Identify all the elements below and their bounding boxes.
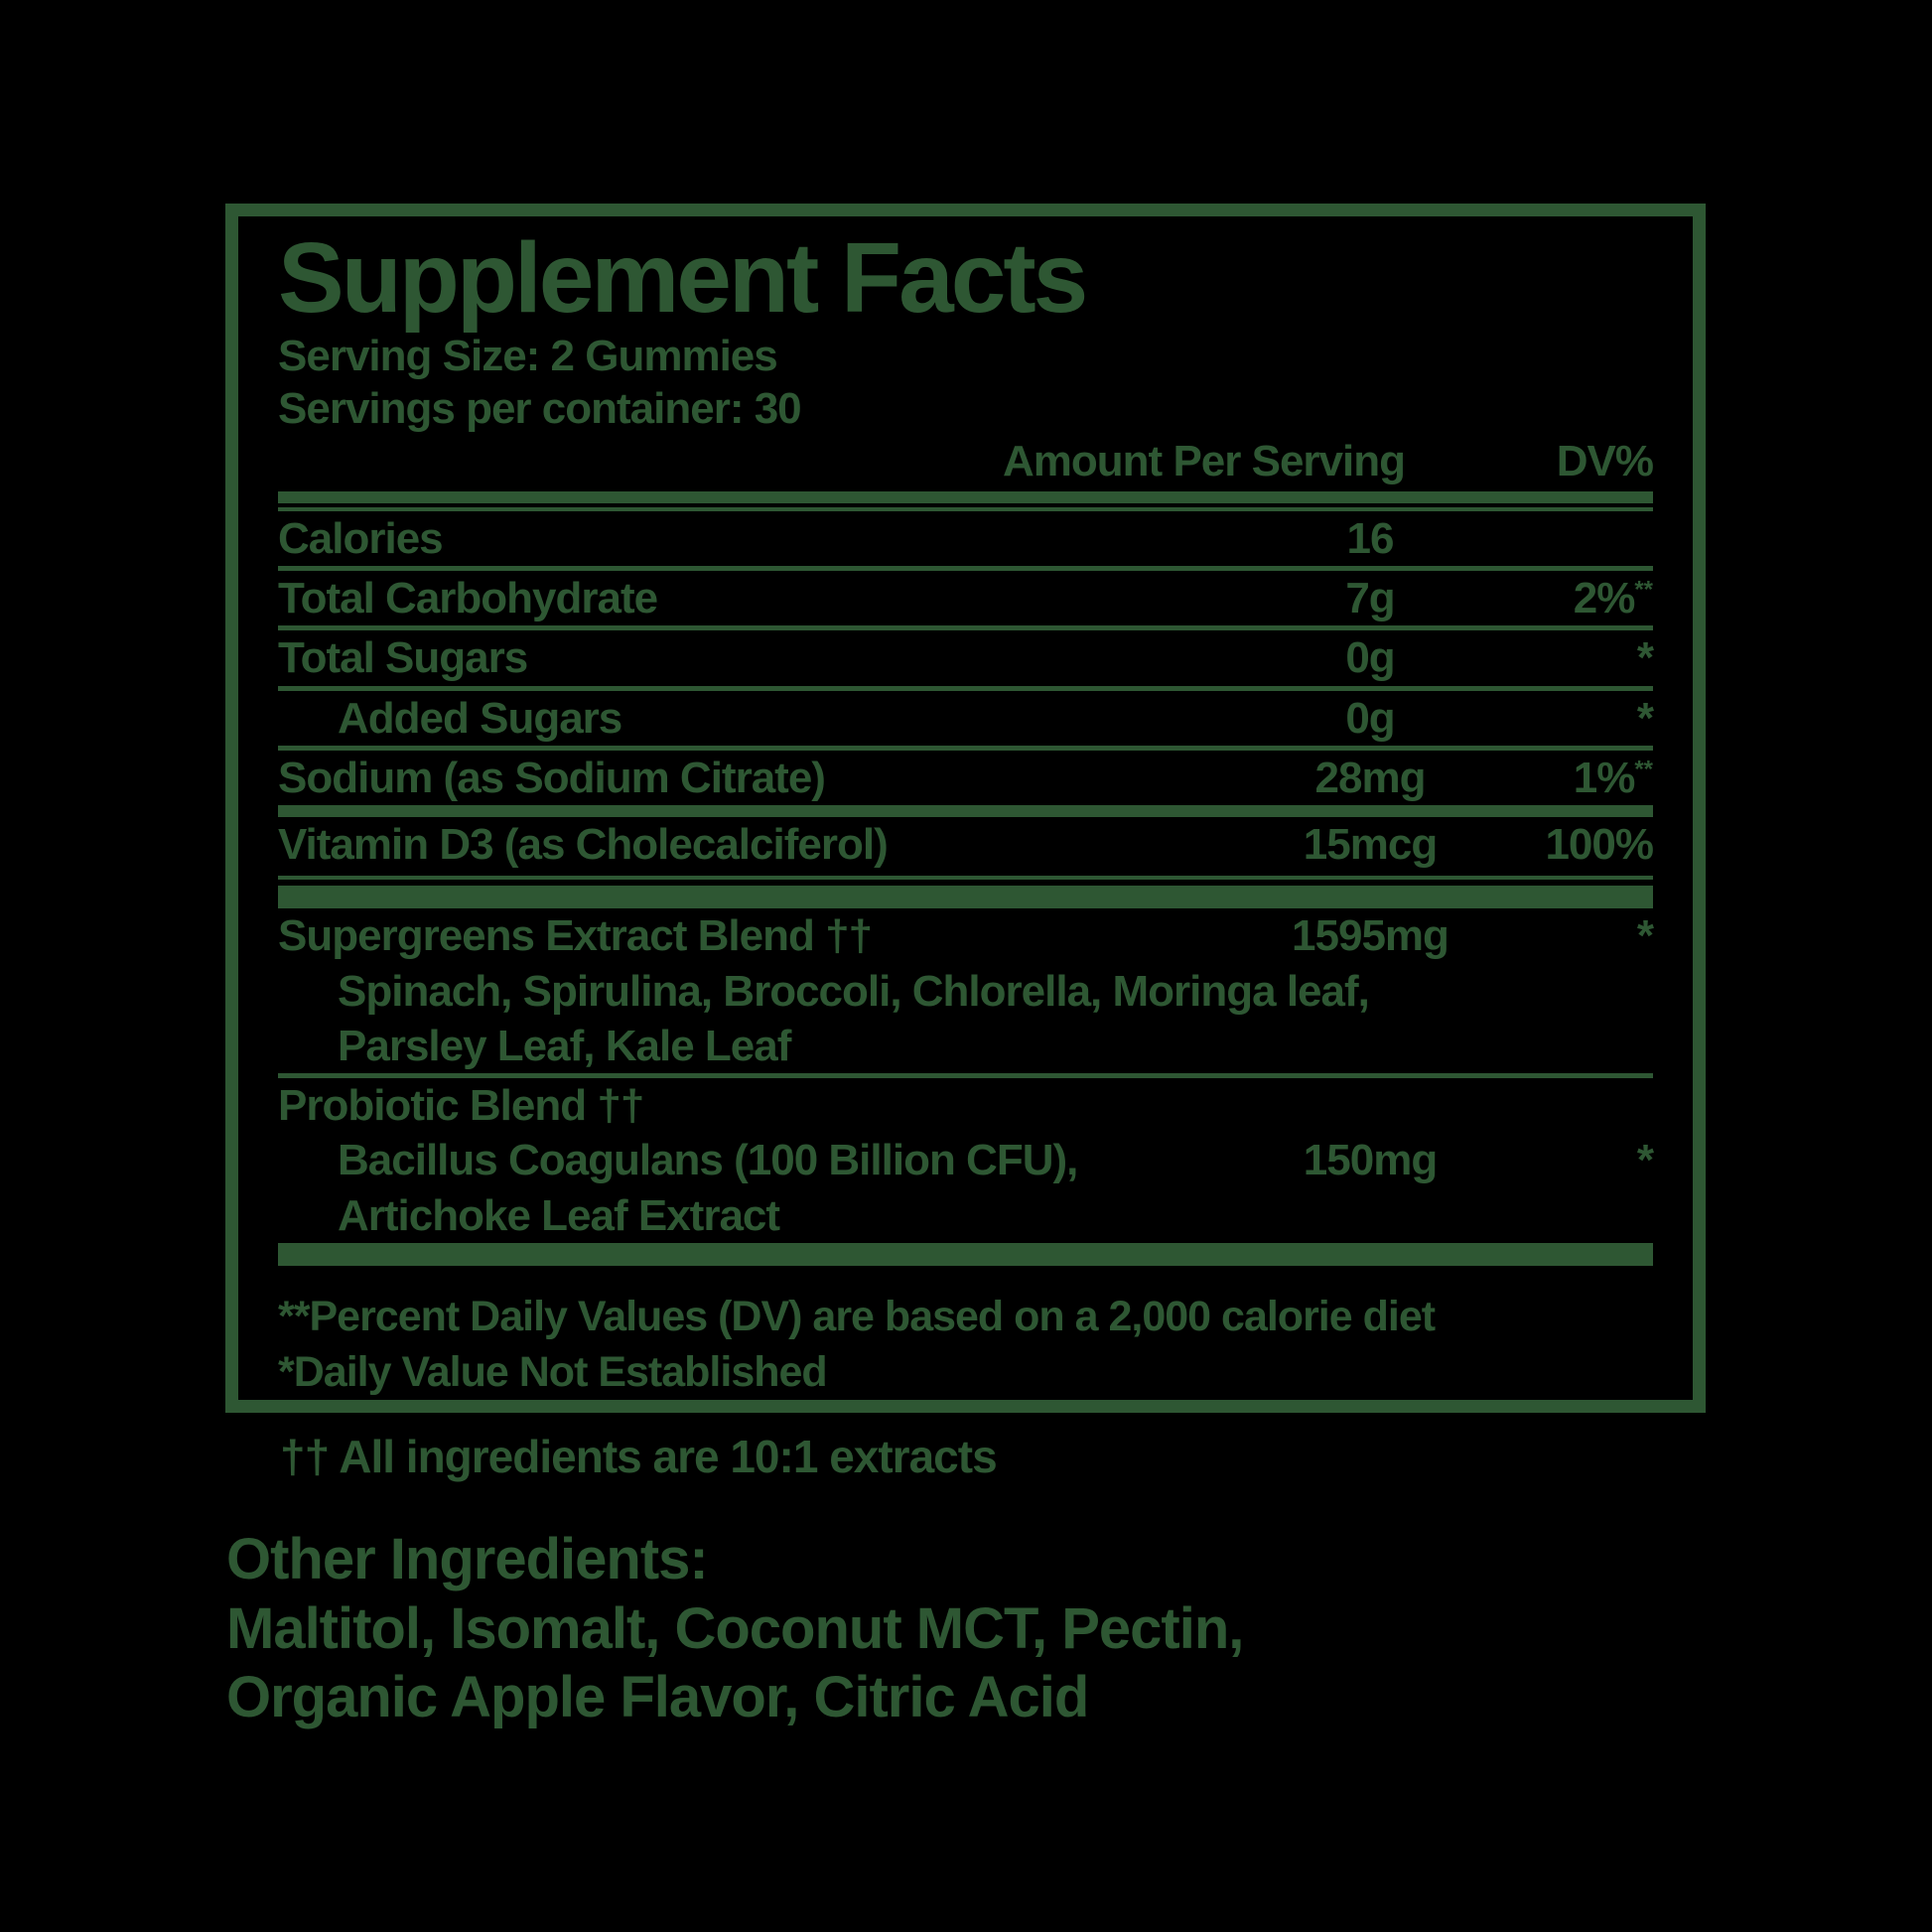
- row-dv: 1%**: [1573, 753, 1653, 802]
- row-dv: *: [1636, 1136, 1653, 1185]
- row-name: Artichoke Leaf Extract: [338, 1190, 780, 1240]
- row-dv: 2%**: [1573, 574, 1653, 623]
- row-name: Total Sugars: [278, 633, 528, 683]
- row-name: Calories: [278, 513, 443, 563]
- row-name: Vitamin D3 (as Cholecalciferol): [278, 820, 888, 870]
- row-amount: 0g: [1345, 693, 1395, 743]
- row-amount: 15mcg: [1303, 820, 1438, 870]
- row-amount: 0g: [1345, 633, 1395, 683]
- facts-row: [278, 964, 1653, 1019]
- footnote-daily-values: **Percent Daily Values (DV) are based on a 2,000 calorie diet: [278, 1292, 1436, 1340]
- other-ingredients-block: [226, 1525, 1243, 1732]
- supplement-facts-panel: [225, 204, 1706, 1413]
- facts-row: [278, 571, 1653, 625]
- extract-ratio-note: †† All ingredients are 10:1 extracts: [280, 1431, 997, 1482]
- row-name: Total Carbohydrate: [278, 574, 658, 623]
- facts-row: [278, 1078, 1653, 1133]
- other-ingredients-heading: Other Ingredients:: [226, 1527, 708, 1591]
- facts-row: [278, 630, 1653, 685]
- row-amount: 1595mg: [1292, 911, 1449, 961]
- row-name: Added Sugars: [338, 693, 622, 743]
- facts-row: [278, 1188, 1653, 1243]
- row-dv: *: [1636, 633, 1653, 683]
- header-rule-heavy: [278, 491, 1653, 503]
- serving-size-line: Serving Size: 2 Gummies: [278, 332, 777, 380]
- facts-rows: [278, 511, 1653, 1266]
- row-name: Sodium (as Sodium Citrate): [278, 753, 825, 802]
- row-amount: 150mg: [1303, 1136, 1438, 1185]
- column-header-dv: DV%: [1556, 436, 1653, 485]
- facts-row: [278, 1133, 1653, 1187]
- other-ingredients-line-2: Organic Apple Flavor, Citric Acid: [226, 1665, 1089, 1730]
- row-dv: 100%: [1545, 820, 1653, 870]
- row-separator-thick: [278, 886, 1653, 908]
- row-separator-thick: [278, 1243, 1653, 1266]
- facts-row: [278, 751, 1653, 805]
- row-dv-superscript: **: [1634, 576, 1653, 604]
- row-dv: *: [1636, 693, 1653, 743]
- row-separator-medium: [278, 805, 1653, 817]
- row-dv-superscript: **: [1634, 756, 1653, 783]
- other-ingredients-line-1: Maltitol, Isomalt, Coconut MCT, Pectin,: [226, 1595, 1244, 1661]
- footnotes: [278, 1290, 1653, 1401]
- row-dv: *: [1636, 911, 1653, 961]
- row-name: Spinach, Spirulina, Broccoli, Chlorella, Moringa leaf,: [338, 966, 1369, 1016]
- panel-title: Supplement Facts: [278, 222, 1086, 334]
- row-amount: 16: [1346, 513, 1394, 563]
- row-name: Bacillus Coagulans (100 Billion CFU),: [338, 1136, 1078, 1185]
- row-amount: 7g: [1345, 574, 1395, 623]
- footnote-dv-not-established: *Daily Value Not Established: [278, 1347, 827, 1396]
- column-header-row: [278, 436, 1653, 485]
- row-name: Parsley Leaf, Kale Leaf: [338, 1021, 791, 1070]
- facts-row: [278, 817, 1653, 872]
- row-amount: 28mg: [1314, 753, 1426, 802]
- column-header-amount: Amount Per Serving: [1003, 436, 1405, 485]
- facts-row: [278, 511, 1653, 566]
- servings-per-container-line: Servings per container: 30: [278, 384, 801, 434]
- facts-row: [278, 908, 1653, 963]
- facts-row: [278, 1019, 1653, 1073]
- facts-row: [278, 691, 1653, 746]
- row-name: Supergreens Extract Blend ††: [278, 911, 873, 961]
- row-name: Probiotic Blend ††: [278, 1081, 644, 1131]
